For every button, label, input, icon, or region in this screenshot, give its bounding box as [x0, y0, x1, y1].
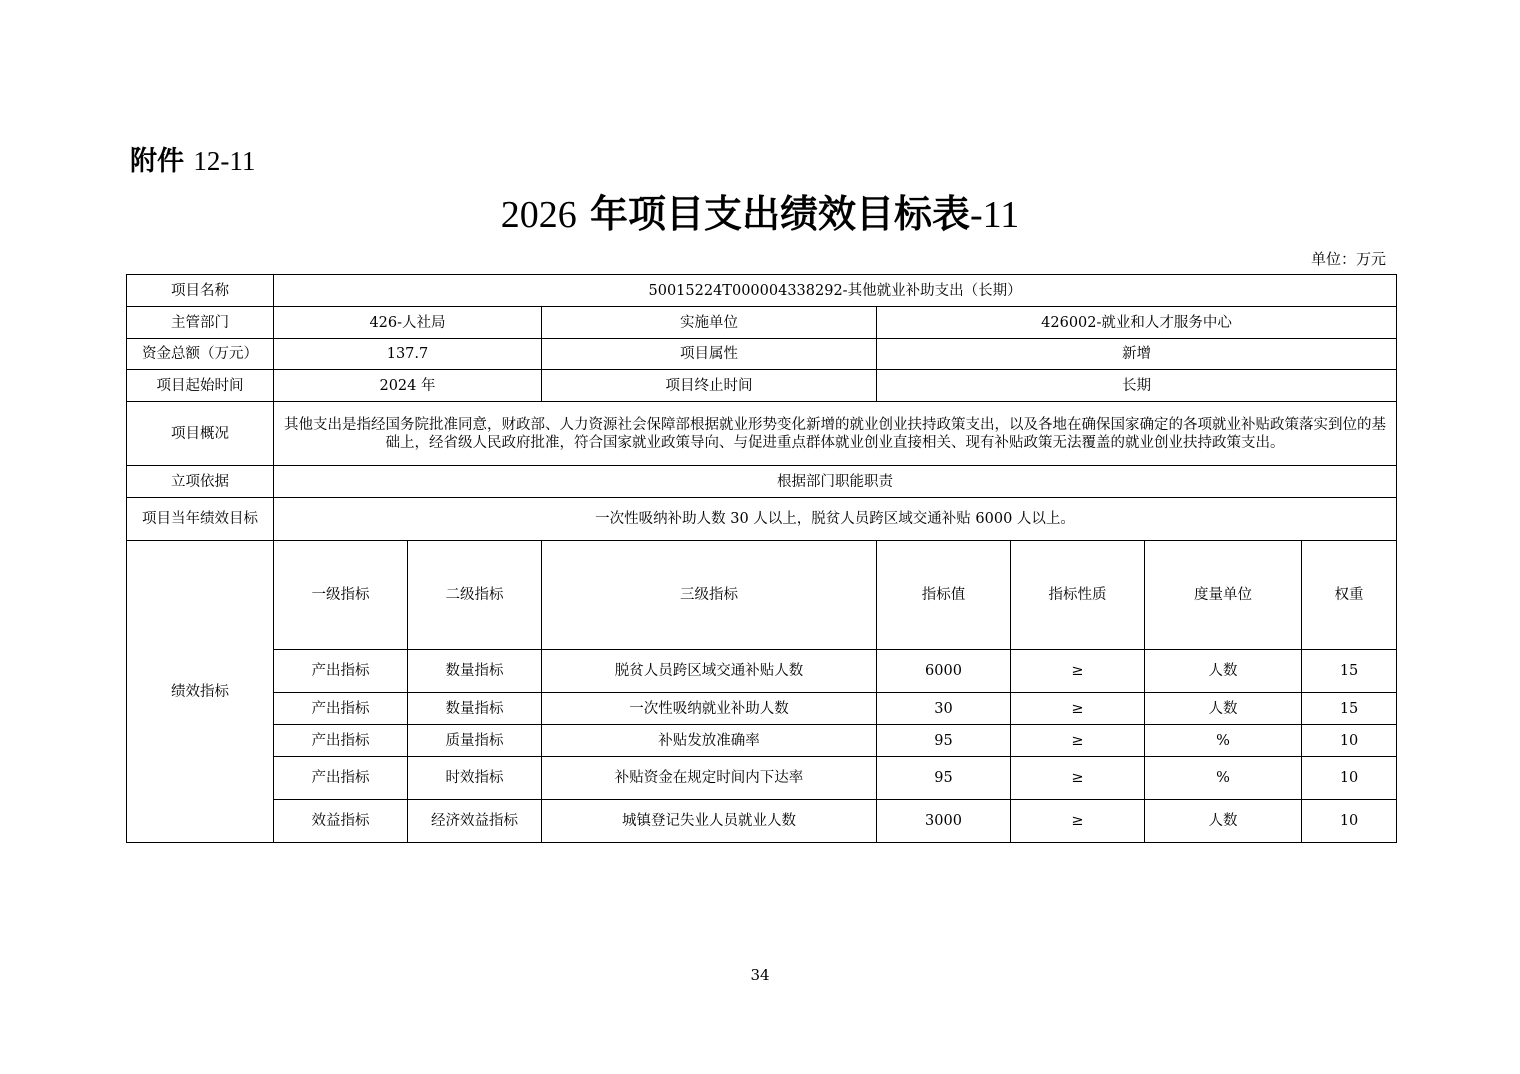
row-level1: 产出指标: [274, 757, 408, 800]
row-dept: [127, 307, 1397, 339]
row-value: 95: [877, 757, 1011, 800]
indicators-section-label: 绩效指标: [127, 541, 274, 843]
row-level3: 脱贫人员跨区域交通补贴人数: [542, 650, 877, 693]
title-suffix: -11: [970, 194, 1020, 236]
unit-label: 单位：万元: [1310, 250, 1386, 268]
row-weight: 10: [1302, 757, 1397, 800]
row-unit: 人数: [1145, 693, 1302, 725]
row-nature: ≥: [1011, 725, 1145, 757]
attr-value: 新增: [877, 339, 1397, 370]
fund-value: 137.7: [274, 339, 542, 370]
row-overview: [127, 402, 1397, 466]
row-level1: 产出指标: [274, 650, 408, 693]
row-level2: 时效指标: [408, 757, 542, 800]
attr-label: 项目属性: [542, 339, 877, 370]
row-level1: 产出指标: [274, 693, 408, 725]
row-fund: [127, 339, 1397, 370]
impl-unit-label: 实施单位: [542, 307, 877, 339]
page-title: [0, 190, 1520, 239]
row-weight: 10: [1302, 725, 1397, 757]
row-level2: 质量指标: [408, 725, 542, 757]
row-value: 30: [877, 693, 1011, 725]
row-unit: 人数: [1145, 800, 1302, 843]
row-level3: 补贴资金在规定时间内下达率: [542, 757, 877, 800]
end-label: 项目终止时间: [542, 370, 877, 402]
attachment-label: [130, 143, 255, 180]
fund-label: 资金总额（万元）: [127, 339, 274, 370]
overview-value: 其他支出是指经国务院批准同意，财政部、人力资源社会保障部根据就业形势变化新增的就业创业扶持政策支出，以及各地在确保国家确定的各项就业补贴政策落实到位的基础上，经省级人民政府批准，符合国家就业政策导向、与促进重点群体就业创业直接相关、现有补贴政策无法覆盖的就业创业扶持政策支出。: [274, 402, 1397, 466]
header-level3: 三级指标: [542, 541, 877, 650]
header-value: 指标值: [877, 541, 1011, 650]
row-weight: 10: [1302, 800, 1397, 843]
impl-unit-value: 426002-就业和人才服务中心: [877, 307, 1397, 339]
row-nature: ≥: [1011, 693, 1145, 725]
goal-value: 一次性吸纳补助人数 30 人以上，脱贫人员跨区域交通补贴 6000 人以上。: [274, 498, 1397, 541]
row-value: 95: [877, 725, 1011, 757]
row-level3: 一次性吸纳就业补助人数: [542, 693, 877, 725]
row-time: [127, 370, 1397, 402]
table-row: [127, 725, 1397, 757]
row-nature: ≥: [1011, 800, 1145, 843]
attachment-number: 12-11: [193, 146, 256, 176]
row-unit: %: [1145, 725, 1302, 757]
overview-label: 项目概况: [127, 402, 274, 466]
title-text: 年项目支出绩效目标表: [589, 192, 970, 236]
table-row: [127, 693, 1397, 725]
table-row: [127, 650, 1397, 693]
row-weight: 15: [1302, 650, 1397, 693]
title-year: 2026: [500, 194, 577, 236]
attachment-prefix: 附件: [130, 146, 184, 177]
row-weight: 15: [1302, 693, 1397, 725]
header-level2: 二级指标: [408, 541, 542, 650]
performance-table: [126, 274, 1397, 843]
row-value: 6000: [877, 650, 1011, 693]
row-level2: 数量指标: [408, 693, 542, 725]
row-unit: %: [1145, 757, 1302, 800]
goal-label: 项目当年绩效目标: [127, 498, 274, 541]
basis-label: 立项依据: [127, 466, 274, 498]
dept-label: 主管部门: [127, 307, 274, 339]
row-level2: 数量指标: [408, 650, 542, 693]
row-level3: 城镇登记失业人员就业人数: [542, 800, 877, 843]
project-name-value: 50015224T000004338292-其他就业补助支出（长期）: [274, 275, 1397, 307]
dept-value: 426-人社局: [274, 307, 542, 339]
row-level3: 补贴发放准确率: [542, 725, 877, 757]
end-value: 长期: [877, 370, 1397, 402]
start-value: 2024 年: [274, 370, 542, 402]
header-nature: 指标性质: [1011, 541, 1145, 650]
row-level2: 经济效益指标: [408, 800, 542, 843]
row-goal: [127, 498, 1397, 541]
start-label: 项目起始时间: [127, 370, 274, 402]
header-weight: 权重: [1302, 541, 1397, 650]
row-unit: 人数: [1145, 650, 1302, 693]
row-basis: [127, 466, 1397, 498]
header-level1: 一级指标: [274, 541, 408, 650]
row-level1: 效益指标: [274, 800, 408, 843]
table-row: [127, 757, 1397, 800]
page-number: 34: [750, 966, 770, 984]
basis-value: 根据部门职能职责: [274, 466, 1397, 498]
table-row: [127, 800, 1397, 843]
header-unit: 度量单位: [1145, 541, 1302, 650]
indicator-header-row: [127, 541, 1397, 650]
row-value: 3000: [877, 800, 1011, 843]
project-name-label: 项目名称: [127, 275, 274, 307]
row-nature: ≥: [1011, 650, 1145, 693]
row-nature: ≥: [1011, 757, 1145, 800]
row-level1: 产出指标: [274, 725, 408, 757]
row-project-name: [127, 275, 1397, 307]
